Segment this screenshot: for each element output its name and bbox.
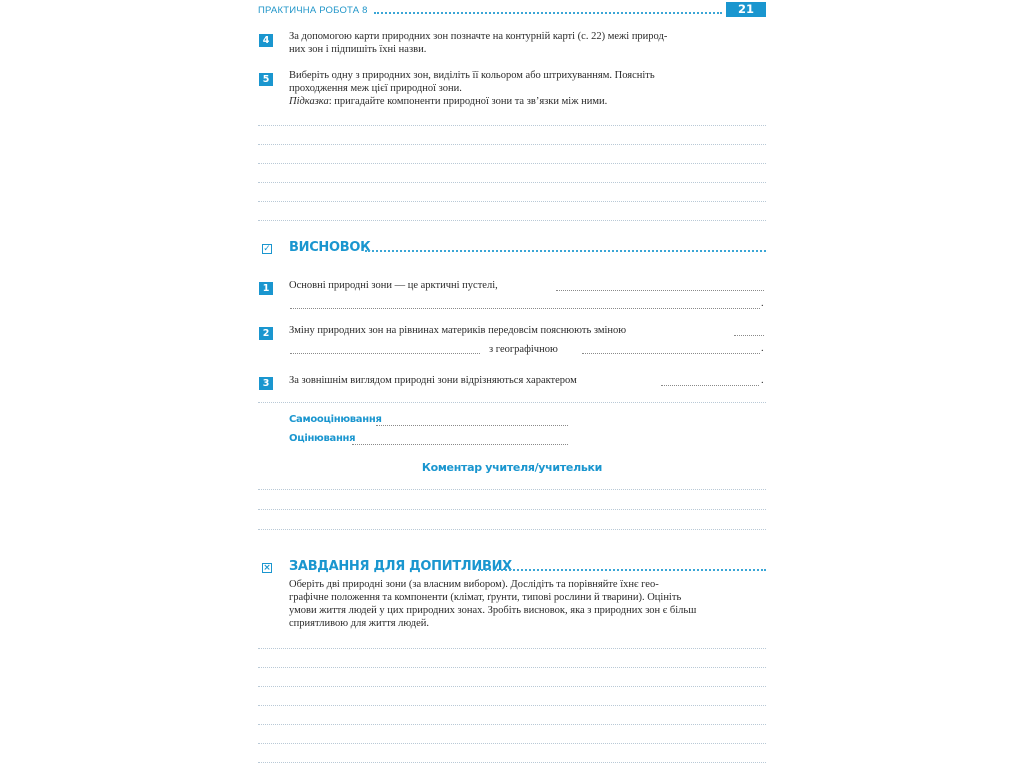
answer-line[interactable] — [258, 125, 766, 126]
answer-line[interactable] — [258, 743, 766, 744]
hint-text: : пригадайте компоненти природної зони та зв’язки між ними. — [328, 96, 608, 107]
sentence-period: . — [761, 343, 764, 354]
fill-in-blank[interactable] — [290, 353, 480, 354]
task-5-hint — [289, 95, 607, 109]
sentence-period: . — [761, 375, 764, 386]
curious-heading: ЗАВДАННЯ ДЛЯ ДОПИТЛИВИХ — [289, 559, 512, 574]
comment-line[interactable] — [258, 489, 766, 490]
fill-in-blank[interactable] — [582, 353, 760, 354]
self-assessment-field[interactable] — [376, 425, 568, 426]
answer-line[interactable] — [258, 705, 766, 706]
checkbox-icon: ✓ — [263, 244, 271, 254]
answer-line[interactable] — [258, 201, 766, 202]
task-5-line-2: проходження меж цієї природної зони. — [289, 83, 462, 94]
fill-in-blank[interactable] — [661, 385, 759, 386]
fill-in-blank[interactable] — [290, 308, 760, 309]
heading-dotted-rule — [478, 569, 766, 571]
task-4-badge: 4 — [259, 34, 273, 47]
task-4-line-1: За допомогою карти природних зон позначте на контурній карті (с. 22) межі природ- — [289, 31, 668, 42]
comment-line[interactable] — [258, 509, 766, 510]
self-assessment-label: Самооцінювання — [289, 414, 382, 425]
conclusion-3-text: За зовнішнім виглядом природні зони відрізняються характером — [289, 375, 577, 386]
running-header-title: ПРАКТИЧНА РОБОТА 8 — [258, 5, 368, 16]
sentence-period: . — [761, 298, 764, 309]
curious-text-line-2: графічне положення та компоненти (клімат, ґрунти, типові рослини й тварини). Оцініть — [289, 592, 682, 603]
answer-line[interactable] — [258, 648, 766, 649]
grade-field[interactable] — [352, 444, 568, 445]
curious-text-line-1: Оберіть дві природні зони (за власним вибором). Дослідіть та порівняйте їхнє гео- — [289, 579, 659, 590]
heading-dotted-rule — [365, 250, 766, 252]
answer-line[interactable] — [258, 667, 766, 668]
task-4-line-2: них зон і підпишіть їхні назви. — [289, 44, 427, 55]
curious-text-line-3: умови життя людей у цих природних зонах. Зробіть висновок, яка з природних зон є більш — [289, 605, 697, 616]
conclusion-1-text: Основні природні зони — це арктичні пустелі, — [289, 280, 498, 291]
conclusion-1-badge: 1 — [259, 282, 273, 295]
curious-text-line-4: сприятливою для життя людей. — [289, 618, 429, 629]
grade-label: Оцінювання — [289, 433, 356, 444]
answer-line[interactable] — [258, 762, 766, 763]
fill-in-blank[interactable] — [556, 290, 764, 291]
hint-label: Підказка — [289, 96, 329, 107]
answer-line[interactable] — [258, 144, 766, 145]
comment-line[interactable] — [258, 529, 766, 530]
answer-line[interactable] — [258, 402, 766, 403]
answer-line[interactable] — [258, 724, 766, 725]
conclusion-heading: ВИСНОВОК — [289, 240, 371, 255]
task-5-badge: 5 — [259, 73, 273, 86]
x-box-icon: × — [263, 563, 271, 573]
page-number: 21 — [726, 2, 766, 17]
conclusion-2-badge: 2 — [259, 327, 273, 340]
fill-in-blank[interactable] — [734, 335, 764, 336]
task-5-line-1: Виберіть одну з природних зон, виділіть її кольором або штрихуванням. Поясніть — [289, 70, 655, 81]
teacher-comment-label: Коментар учителя/учительки — [421, 461, 603, 474]
answer-line[interactable] — [258, 220, 766, 221]
conclusion-2-middle-text: з географічною — [489, 344, 558, 355]
answer-line[interactable] — [258, 686, 766, 687]
header-dotted-rule — [374, 12, 722, 14]
conclusion-3-badge: 3 — [259, 377, 273, 390]
answer-line[interactable] — [258, 163, 766, 164]
answer-line[interactable] — [258, 182, 766, 183]
conclusion-2-text: Зміну природних зон на рівнинах материків передовсім пояснюють зміною — [289, 325, 627, 336]
